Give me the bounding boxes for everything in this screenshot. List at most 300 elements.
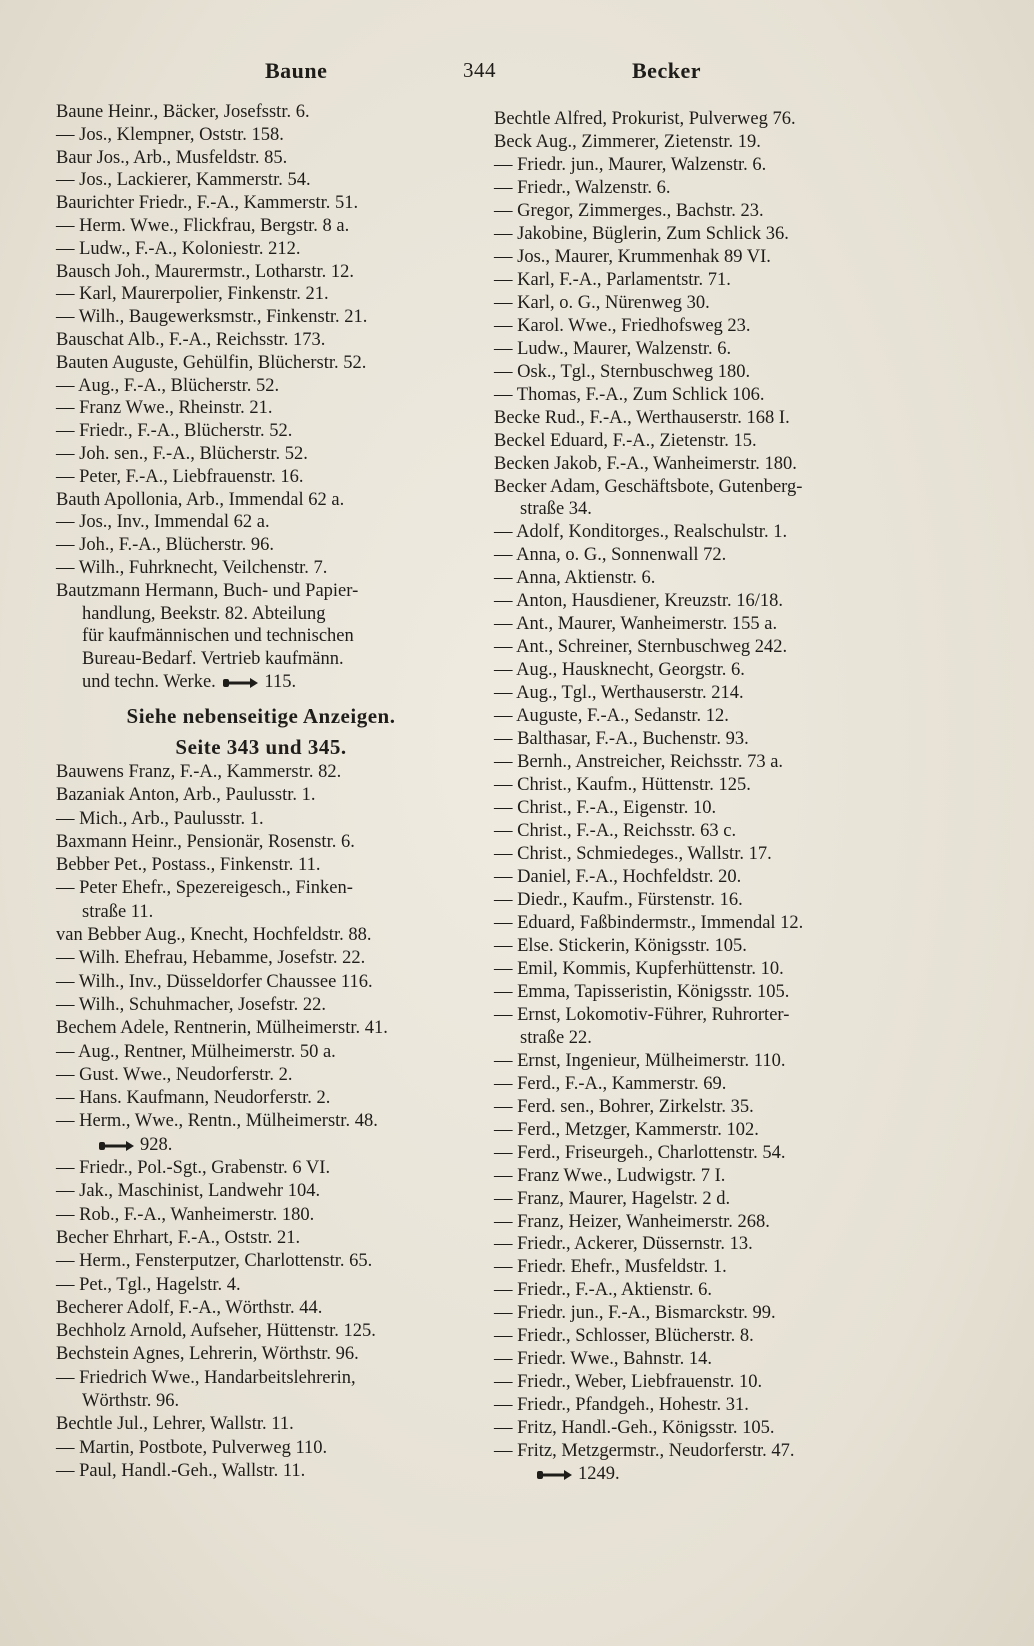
- entry-line: [56, 352, 466, 375]
- directory-entry: [494, 935, 884, 958]
- entry-line: [494, 820, 884, 843]
- entry-text: straße 34.: [520, 499, 592, 520]
- entry-text: — Friedr. jun., F.-A., Bismarckstr. 99.: [494, 1303, 776, 1324]
- entry-text: — Aug., Hausknecht, Georgstr. 6.: [494, 660, 745, 681]
- entry-text: — Anna, o. G., Sonnenwall 72.: [494, 545, 727, 566]
- entry-continuation-line: [56, 901, 466, 924]
- directory-entry: [494, 1073, 884, 1096]
- directory-entry: [56, 580, 466, 694]
- entry-text: — Aug., Tgl., Werthauserstr. 214.: [494, 683, 744, 704]
- entry-text: — Karl, F.-A., Parlamentstr. 71.: [494, 269, 731, 290]
- directory-entry: [56, 238, 466, 261]
- entry-line: [56, 1064, 466, 1087]
- directory-entry: [56, 534, 466, 557]
- entry-line: [494, 1211, 884, 1234]
- directory-entry: [494, 1279, 884, 1302]
- directory-entry: [56, 1041, 466, 1064]
- entry-line: [494, 407, 884, 430]
- entry-phone-line: [494, 1463, 884, 1486]
- entry-text: — Rob., F.-A., Wanheimerstr. 180.: [56, 1204, 315, 1225]
- telephone-icon: [98, 1140, 136, 1152]
- entry-line: [494, 1440, 884, 1463]
- entry-text: — Ant., Maurer, Wanheimerstr. 155 a.: [494, 614, 778, 635]
- entry-text: — Franz, Maurer, Hagelstr. 2 d.: [494, 1188, 731, 1209]
- directory-entry: [56, 1437, 466, 1460]
- entry-line: [56, 397, 466, 420]
- entry-line: [56, 1274, 466, 1297]
- entry-line: [56, 580, 466, 603]
- directory-entry: [56, 1297, 466, 1320]
- directory-entry: [494, 430, 884, 453]
- entry-text: — Karl, o. G., Nürenweg 30.: [494, 292, 710, 313]
- entry-text: — Fritz, Metzgermstr., Neudorferstr. 47.: [494, 1441, 795, 1462]
- directory-entry: [56, 397, 466, 420]
- entry-text: Beckel Eduard, F.-A., Zietenstr. 15.: [494, 430, 757, 451]
- directory-entry: [494, 292, 884, 315]
- directory-entry: [56, 947, 466, 970]
- directory-entry: [494, 315, 884, 338]
- entry-phone-line: [56, 1134, 466, 1157]
- directory-entry: [56, 994, 466, 1017]
- telephone-number: 1249.: [578, 1464, 620, 1485]
- directory-entry: [494, 1302, 884, 1325]
- directory-entry: [494, 1211, 884, 1234]
- entry-line: [56, 557, 466, 580]
- directory-entry: [56, 443, 466, 466]
- entry-text: — Ferd., Friseurgeh., Charlottenstr. 54.: [494, 1142, 786, 1163]
- entry-text: — Emma, Tapisseristin, Königsstr. 105.: [494, 981, 790, 1002]
- entry-line: [494, 889, 884, 912]
- right-column-directory-entries: [494, 108, 884, 1486]
- entry-continuation-line: [494, 498, 884, 521]
- entry-line: [494, 338, 884, 361]
- directory-entry: [494, 1050, 884, 1073]
- entry-line: [56, 192, 466, 215]
- entry-text: — Herm. Wwe., Flickfrau, Bergstr. 8 a.: [56, 215, 350, 236]
- directory-entry: [56, 306, 466, 329]
- directory-entry: [56, 1204, 466, 1227]
- entry-line: [56, 1250, 466, 1273]
- entry-line: [56, 443, 466, 466]
- entry-line: [56, 924, 466, 947]
- entry-text: — Friedr., F.-A., Aktienstr. 6.: [494, 1280, 712, 1301]
- directory-entry: [494, 1371, 884, 1394]
- advertisement-page-reference: Seite 343 und 345.: [175, 735, 347, 759]
- directory-entry: [494, 1119, 884, 1142]
- entry-text: — Bernh., Anstreicher, Reichsstr. 73 a.: [494, 752, 784, 773]
- entry-text: — Friedr., Walzenstr. 6.: [494, 177, 671, 198]
- entry-text: — Ludw., Maurer, Walzenstr. 6.: [494, 338, 732, 359]
- entry-line: [494, 223, 884, 246]
- entry-text: — Martin, Postbote, Pulverweg 110.: [56, 1437, 328, 1458]
- entry-text: — Jakobine, Büglerin, Zum Schlick 36.: [494, 223, 789, 244]
- entry-continuation-line: [56, 603, 466, 626]
- directory-entry: [494, 521, 884, 544]
- entry-text: — Friedr., Pfandgeh., Hohestr. 31.: [494, 1395, 749, 1416]
- entry-text: Bechholz Arnold, Aufseher, Hüttenstr. 125.: [56, 1321, 376, 1342]
- entry-text: — Friedrich Wwe., Handarbeitslehrerin,: [56, 1367, 356, 1388]
- entry-text: — Joh., F.-A., Blücherstr. 96.: [56, 535, 274, 556]
- entry-line: [56, 784, 466, 807]
- entry-text: — Anton, Hausdiener, Kreuzstr. 16/18.: [494, 591, 784, 612]
- directory-entry: [56, 466, 466, 489]
- entry-text: — Osk., Tgl., Sternbuschweg 180.: [494, 361, 751, 382]
- entry-text: Baune Heinr., Bäcker, Josefsstr. 6.: [56, 102, 310, 122]
- entry-text: — Adolf, Konditorges., Realschulstr. 1.: [494, 522, 788, 543]
- entry-line: [494, 1279, 884, 1302]
- entry-line: [494, 292, 884, 315]
- entry-text: — Wilh., Fuhrknecht, Veilchenstr. 7.: [56, 557, 328, 578]
- entry-text: Bechstein Agnes, Lehrerin, Wörthstr. 96.: [56, 1344, 359, 1365]
- entry-line: [494, 751, 884, 774]
- entry-text: — Friedr., Schlosser, Blücherstr. 8.: [494, 1326, 754, 1347]
- entry-line: [494, 866, 884, 889]
- entry-text: — Christ., F.-A., Reichsstr. 63 c.: [494, 821, 737, 842]
- entry-text: — Friedr., Pol.-Sgt., Grabenstr. 6 VI.: [56, 1158, 331, 1179]
- entry-text: — Aug., Rentner, Mülheimerstr. 50 a.: [56, 1041, 336, 1062]
- left-column-directory-entries-top: [56, 101, 466, 694]
- entry-line: [494, 315, 884, 338]
- directory-entry: [494, 1004, 884, 1050]
- entry-text: Bechtle Jul., Lehrer, Wallstr. 11.: [56, 1414, 294, 1435]
- entry-text: van Bebber Aug., Knecht, Hochfeldstr. 88.: [56, 925, 372, 946]
- directory-entry: [494, 407, 884, 430]
- entry-continuation-line: [56, 671, 466, 694]
- directory-entry: [494, 1233, 884, 1256]
- entry-text: Baurichter Friedr., F.-A., Kammerstr. 51.: [56, 193, 359, 214]
- entry-line: [494, 269, 884, 292]
- directory-entry: [494, 958, 884, 981]
- entry-line: [494, 935, 884, 958]
- telephone-icon: [536, 1469, 574, 1481]
- entry-line: [494, 1417, 884, 1440]
- directory-entry: [56, 761, 466, 784]
- entry-text: Baxmann Heinr., Pensionär, Rosenstr. 6.: [56, 831, 355, 852]
- entry-text: — Diedr., Kaufm., Fürstenstr. 16.: [494, 889, 743, 910]
- entry-line: [494, 544, 884, 567]
- entry-text: Becher Ehrhart, F.-A., Oststr. 21.: [56, 1227, 301, 1248]
- entry-text: Bauten Auguste, Gehülfin, Blücherstr. 52.: [56, 352, 367, 373]
- directory-entry: [56, 1180, 466, 1203]
- directory-entry: [494, 843, 884, 866]
- entry-line: [494, 1165, 884, 1188]
- entry-text: — Friedr., Ackerer, Düssernstr. 13.: [494, 1234, 753, 1255]
- directory-entry: [56, 169, 466, 192]
- directory-entry: [494, 131, 884, 154]
- entry-line: [494, 200, 884, 223]
- entry-text: — Else. Stickerin, Königsstr. 105.: [494, 935, 747, 956]
- entry-line: [56, 1413, 466, 1436]
- entry-line: [56, 1110, 466, 1133]
- entry-text: — Jos., Inv., Immendal 62 a.: [56, 512, 270, 533]
- directory-entry: [494, 682, 884, 705]
- entry-line: [56, 1343, 466, 1366]
- directory-entry: [494, 453, 884, 476]
- directory-entry: [494, 1165, 884, 1188]
- directory-entry: [56, 1320, 466, 1343]
- directory-entry: [56, 352, 466, 375]
- entry-line: [494, 613, 884, 636]
- left-column-directory-entries-bottom: [56, 761, 466, 1483]
- directory-entry: [494, 1325, 884, 1348]
- entry-line: [56, 1041, 466, 1064]
- entry-line: [56, 1460, 466, 1483]
- directory-entry: [494, 1348, 884, 1371]
- directory-entry: [494, 613, 884, 636]
- entry-line: [56, 1204, 466, 1227]
- entry-line: [494, 453, 884, 476]
- directory-entry: [56, 192, 466, 215]
- directory-entry: [494, 269, 884, 292]
- directory-entry: [494, 1096, 884, 1119]
- entry-text: — Friedr., F.-A., Blücherstr. 52.: [56, 421, 293, 442]
- entry-text: — Pet., Tgl., Hagelstr. 4.: [56, 1274, 241, 1295]
- entry-text: — Ant., Schreiner, Sternbuschweg 242.: [494, 637, 788, 658]
- entry-line: [494, 1004, 884, 1027]
- directory-entry: [56, 283, 466, 306]
- directory-entry: [56, 924, 466, 947]
- entry-line: [56, 1087, 466, 1110]
- entry-line: [56, 1367, 466, 1390]
- entry-text: — Thomas, F.-A., Zum Schlick 106.: [494, 384, 765, 405]
- directory-entry: [494, 476, 884, 522]
- directory-entry: [56, 375, 466, 398]
- entry-line: [494, 590, 884, 613]
- entry-line: [494, 843, 884, 866]
- entry-line: [494, 636, 884, 659]
- entry-text: Wörthstr. 96.: [82, 1391, 180, 1412]
- entry-text: — Anna, Aktienstr. 6.: [494, 568, 656, 589]
- entry-text: — Herm., Wwe., Rentn., Mülheimerstr. 48.: [56, 1111, 378, 1132]
- telephone-number: 928.: [140, 1134, 173, 1155]
- entry-line: [56, 1227, 466, 1250]
- entry-line: [56, 238, 466, 261]
- entry-line: [494, 108, 884, 131]
- entry-text: Bazaniak Anton, Arb., Paulusstr. 1.: [56, 785, 316, 806]
- entry-text: — Ferd., F.-A., Kammerstr. 69.: [494, 1073, 727, 1094]
- directory-entry: [56, 124, 466, 147]
- entry-line: [56, 147, 466, 170]
- entry-text: — Christ., Schmiedeges., Wallstr. 17.: [494, 844, 772, 864]
- entry-text: — Christ., F.-A., Eigenstr. 10.: [494, 798, 717, 819]
- entry-line: [494, 1348, 884, 1371]
- entry-text: Becke Rud., F.-A., Werthauserstr. 168 I.: [494, 407, 790, 428]
- entry-line: [56, 877, 466, 900]
- entry-text: — Hans. Kaufmann, Neudorferstr. 2.: [56, 1088, 331, 1109]
- entry-text: — Ludw., F.-A., Koloniestr. 212.: [56, 238, 301, 259]
- directory-entry: [56, 808, 466, 831]
- entry-line: [494, 912, 884, 935]
- entry-text: — Aug., F.-A., Blücherstr. 52.: [56, 375, 280, 396]
- entry-text: — Ernst, Ingenieur, Mülheimerstr. 110.: [494, 1050, 786, 1071]
- entry-line: [494, 177, 884, 200]
- entry-line: [494, 1188, 884, 1211]
- entry-text: — Herm., Fensterputzer, Charlottenstr. 65.: [56, 1251, 373, 1272]
- directory-entry: [494, 797, 884, 820]
- entry-text: — Christ., Kaufm., Hüttenstr. 125.: [494, 775, 751, 796]
- directory-entry: [494, 1256, 884, 1279]
- entry-line: [494, 705, 884, 728]
- entry-text: — Auguste, F.-A., Sedanstr. 12.: [494, 706, 729, 727]
- directory-entry: [494, 659, 884, 682]
- entry-line: [494, 1394, 884, 1417]
- entry-text: — Ferd., Metzger, Kammerstr. 102.: [494, 1119, 759, 1140]
- entry-line: [494, 430, 884, 453]
- entry-line: [56, 215, 466, 238]
- directory-entry: [494, 223, 884, 246]
- entry-line: [494, 797, 884, 820]
- entry-line: [56, 124, 466, 147]
- entry-text: — Jak., Maschinist, Landwehr 104.: [56, 1181, 321, 1202]
- entry-text: — Wilh., Inv., Düsseldorfer Chaussee 116.: [56, 971, 373, 992]
- directory-entry: [56, 784, 466, 807]
- directory-entry: [494, 981, 884, 1004]
- directory-entry: [494, 590, 884, 613]
- directory-entry: [494, 705, 884, 728]
- directory-entry: [494, 177, 884, 200]
- telephone-icon: [222, 677, 260, 689]
- entry-text: — Mich., Arb., Paulusstr. 1.: [56, 808, 264, 829]
- entry-text: — Paul, Handl.-Geh., Wallstr. 11.: [56, 1460, 306, 1481]
- entry-line: [494, 958, 884, 981]
- directory-entry: [56, 1367, 466, 1414]
- entry-text: — Friedr., Weber, Liebfrauenstr. 10.: [494, 1372, 763, 1393]
- entry-line: [56, 261, 466, 284]
- directory-entry: [494, 1417, 884, 1440]
- entry-text: — Emil, Kommis, Kupferhüttenstr. 10.: [494, 958, 784, 979]
- entry-line: [56, 947, 466, 970]
- entry-text: — Franz Wwe., Ludwigstr. 7 I.: [494, 1165, 726, 1186]
- directory-entry: [56, 1460, 466, 1483]
- directory-entry: [494, 866, 884, 889]
- entry-text: Bautzmann Hermann, Buch- und Papier-: [56, 580, 359, 601]
- directory-entry: [56, 101, 466, 124]
- entry-text: Bebber Pet., Postass., Finkenstr. 11.: [56, 855, 321, 876]
- entry-line: [494, 1073, 884, 1096]
- entry-line: [494, 774, 884, 797]
- entry-line: [56, 1320, 466, 1343]
- entry-line: [494, 728, 884, 751]
- entry-line: [56, 971, 466, 994]
- directory-entry: [56, 147, 466, 170]
- entry-text: — Friedr. jun., Maurer, Walzenstr. 6.: [494, 154, 767, 175]
- directory-entry: [494, 361, 884, 384]
- running-head-last-name: Becker: [632, 58, 701, 83]
- entry-text: Bauth Apollonia, Arb., Immendal 62 a.: [56, 489, 345, 510]
- entry-line: [56, 994, 466, 1017]
- directory-entry: [494, 200, 884, 223]
- directory-entry: [56, 1064, 466, 1087]
- entry-line: [494, 131, 884, 154]
- entry-text: — Ferd. sen., Bohrer, Zirkelstr. 35.: [494, 1096, 754, 1117]
- entry-text: — Karol. Wwe., Friedhofsweg 23.: [494, 315, 751, 336]
- entry-line: [494, 1233, 884, 1256]
- entry-line: [56, 375, 466, 398]
- entry-line: [56, 534, 466, 557]
- entry-line: [56, 1180, 466, 1203]
- entry-text: straße 11.: [82, 901, 154, 922]
- entry-text: — Fritz, Handl.-Geh., Königsstr. 105.: [494, 1418, 775, 1439]
- entry-line: [494, 1096, 884, 1119]
- entry-line: [494, 567, 884, 590]
- entry-text: — Gregor, Zimmerges., Bachstr. 23.: [494, 200, 764, 221]
- directory-entry: [494, 384, 884, 407]
- page-number: 344: [463, 58, 496, 82]
- directory-entry: [56, 1017, 466, 1040]
- entry-line: [494, 682, 884, 705]
- directory-entry: [494, 636, 884, 659]
- entry-continuation-line: [494, 1027, 884, 1050]
- directory-entry: [494, 338, 884, 361]
- running-head-first-name: Baune: [265, 58, 328, 83]
- entry-line: [56, 511, 466, 534]
- entry-line: [494, 1325, 884, 1348]
- entry-line: [56, 1157, 466, 1180]
- entry-continuation-line: [56, 648, 466, 671]
- entry-line: [56, 101, 466, 124]
- entry-text: für kaufmännischen und technischen: [82, 626, 354, 647]
- entry-text: Bauwens Franz, F.-A., Kammerstr. 82.: [56, 762, 342, 782]
- entry-line: [56, 854, 466, 877]
- directory-entry: [494, 751, 884, 774]
- entry-text: — Eduard, Faßbindermstr., Immendal 12.: [494, 912, 804, 933]
- entry-text: — Franz Wwe., Rheinstr. 21.: [56, 398, 273, 419]
- directory-entry: [494, 912, 884, 935]
- directory-entry: [56, 1274, 466, 1297]
- entry-line: [56, 831, 466, 854]
- entry-line: [56, 1017, 466, 1040]
- entry-line: [56, 306, 466, 329]
- entry-line: [56, 1297, 466, 1320]
- directory-entry: [494, 1394, 884, 1417]
- directory-entry: [56, 1413, 466, 1436]
- directory-entry: [56, 1227, 466, 1250]
- directory-entry: [494, 1142, 884, 1165]
- entry-line: [494, 1371, 884, 1394]
- entry-text: — Peter Ehefr., Spezereigesch., Finken-: [56, 878, 353, 899]
- entry-line: [494, 361, 884, 384]
- entry-text: Baur Jos., Arb., Musfeldstr. 85.: [56, 147, 288, 168]
- entry-text: — Joh. sen., F.-A., Blücherstr. 52.: [56, 443, 308, 464]
- entry-text: — Daniel, F.-A., Hochfeldstr. 20.: [494, 866, 742, 887]
- directory-entry: [494, 567, 884, 590]
- entry-line: [56, 1437, 466, 1460]
- telephone-number: 115.: [264, 671, 297, 692]
- entry-line: [56, 761, 466, 784]
- directory-entry: [494, 889, 884, 912]
- entry-line: [56, 329, 466, 352]
- entry-text: Bechem Adele, Rentnerin, Mülheimerstr. 41.: [56, 1018, 388, 1039]
- entry-line: [56, 283, 466, 306]
- directory-entry: [494, 246, 884, 269]
- entry-text: — Balthasar, F.-A., Buchenstr. 93.: [494, 729, 749, 750]
- entry-continuation-line: [56, 625, 466, 648]
- entry-line: [494, 521, 884, 544]
- directory-entry: [56, 557, 466, 580]
- entry-line: [494, 154, 884, 177]
- entry-text: — Wilh. Ehefrau, Hebamme, Josefstr. 22.: [56, 948, 366, 969]
- entry-line: [56, 420, 466, 443]
- entry-line: [494, 1256, 884, 1279]
- entry-text: Becken Jakob, F.-A., Wanheimerstr. 180.: [494, 453, 797, 474]
- directory-entry: [56, 261, 466, 284]
- entry-line: [56, 169, 466, 192]
- advertisement-notice: Siehe nebenseitige Anzeigen.: [126, 704, 396, 728]
- directory-entry: [56, 854, 466, 877]
- directory-entry: [56, 1087, 466, 1110]
- entry-text: — Wilh., Schuhmacher, Josefstr. 22.: [56, 994, 326, 1015]
- entry-line: [56, 466, 466, 489]
